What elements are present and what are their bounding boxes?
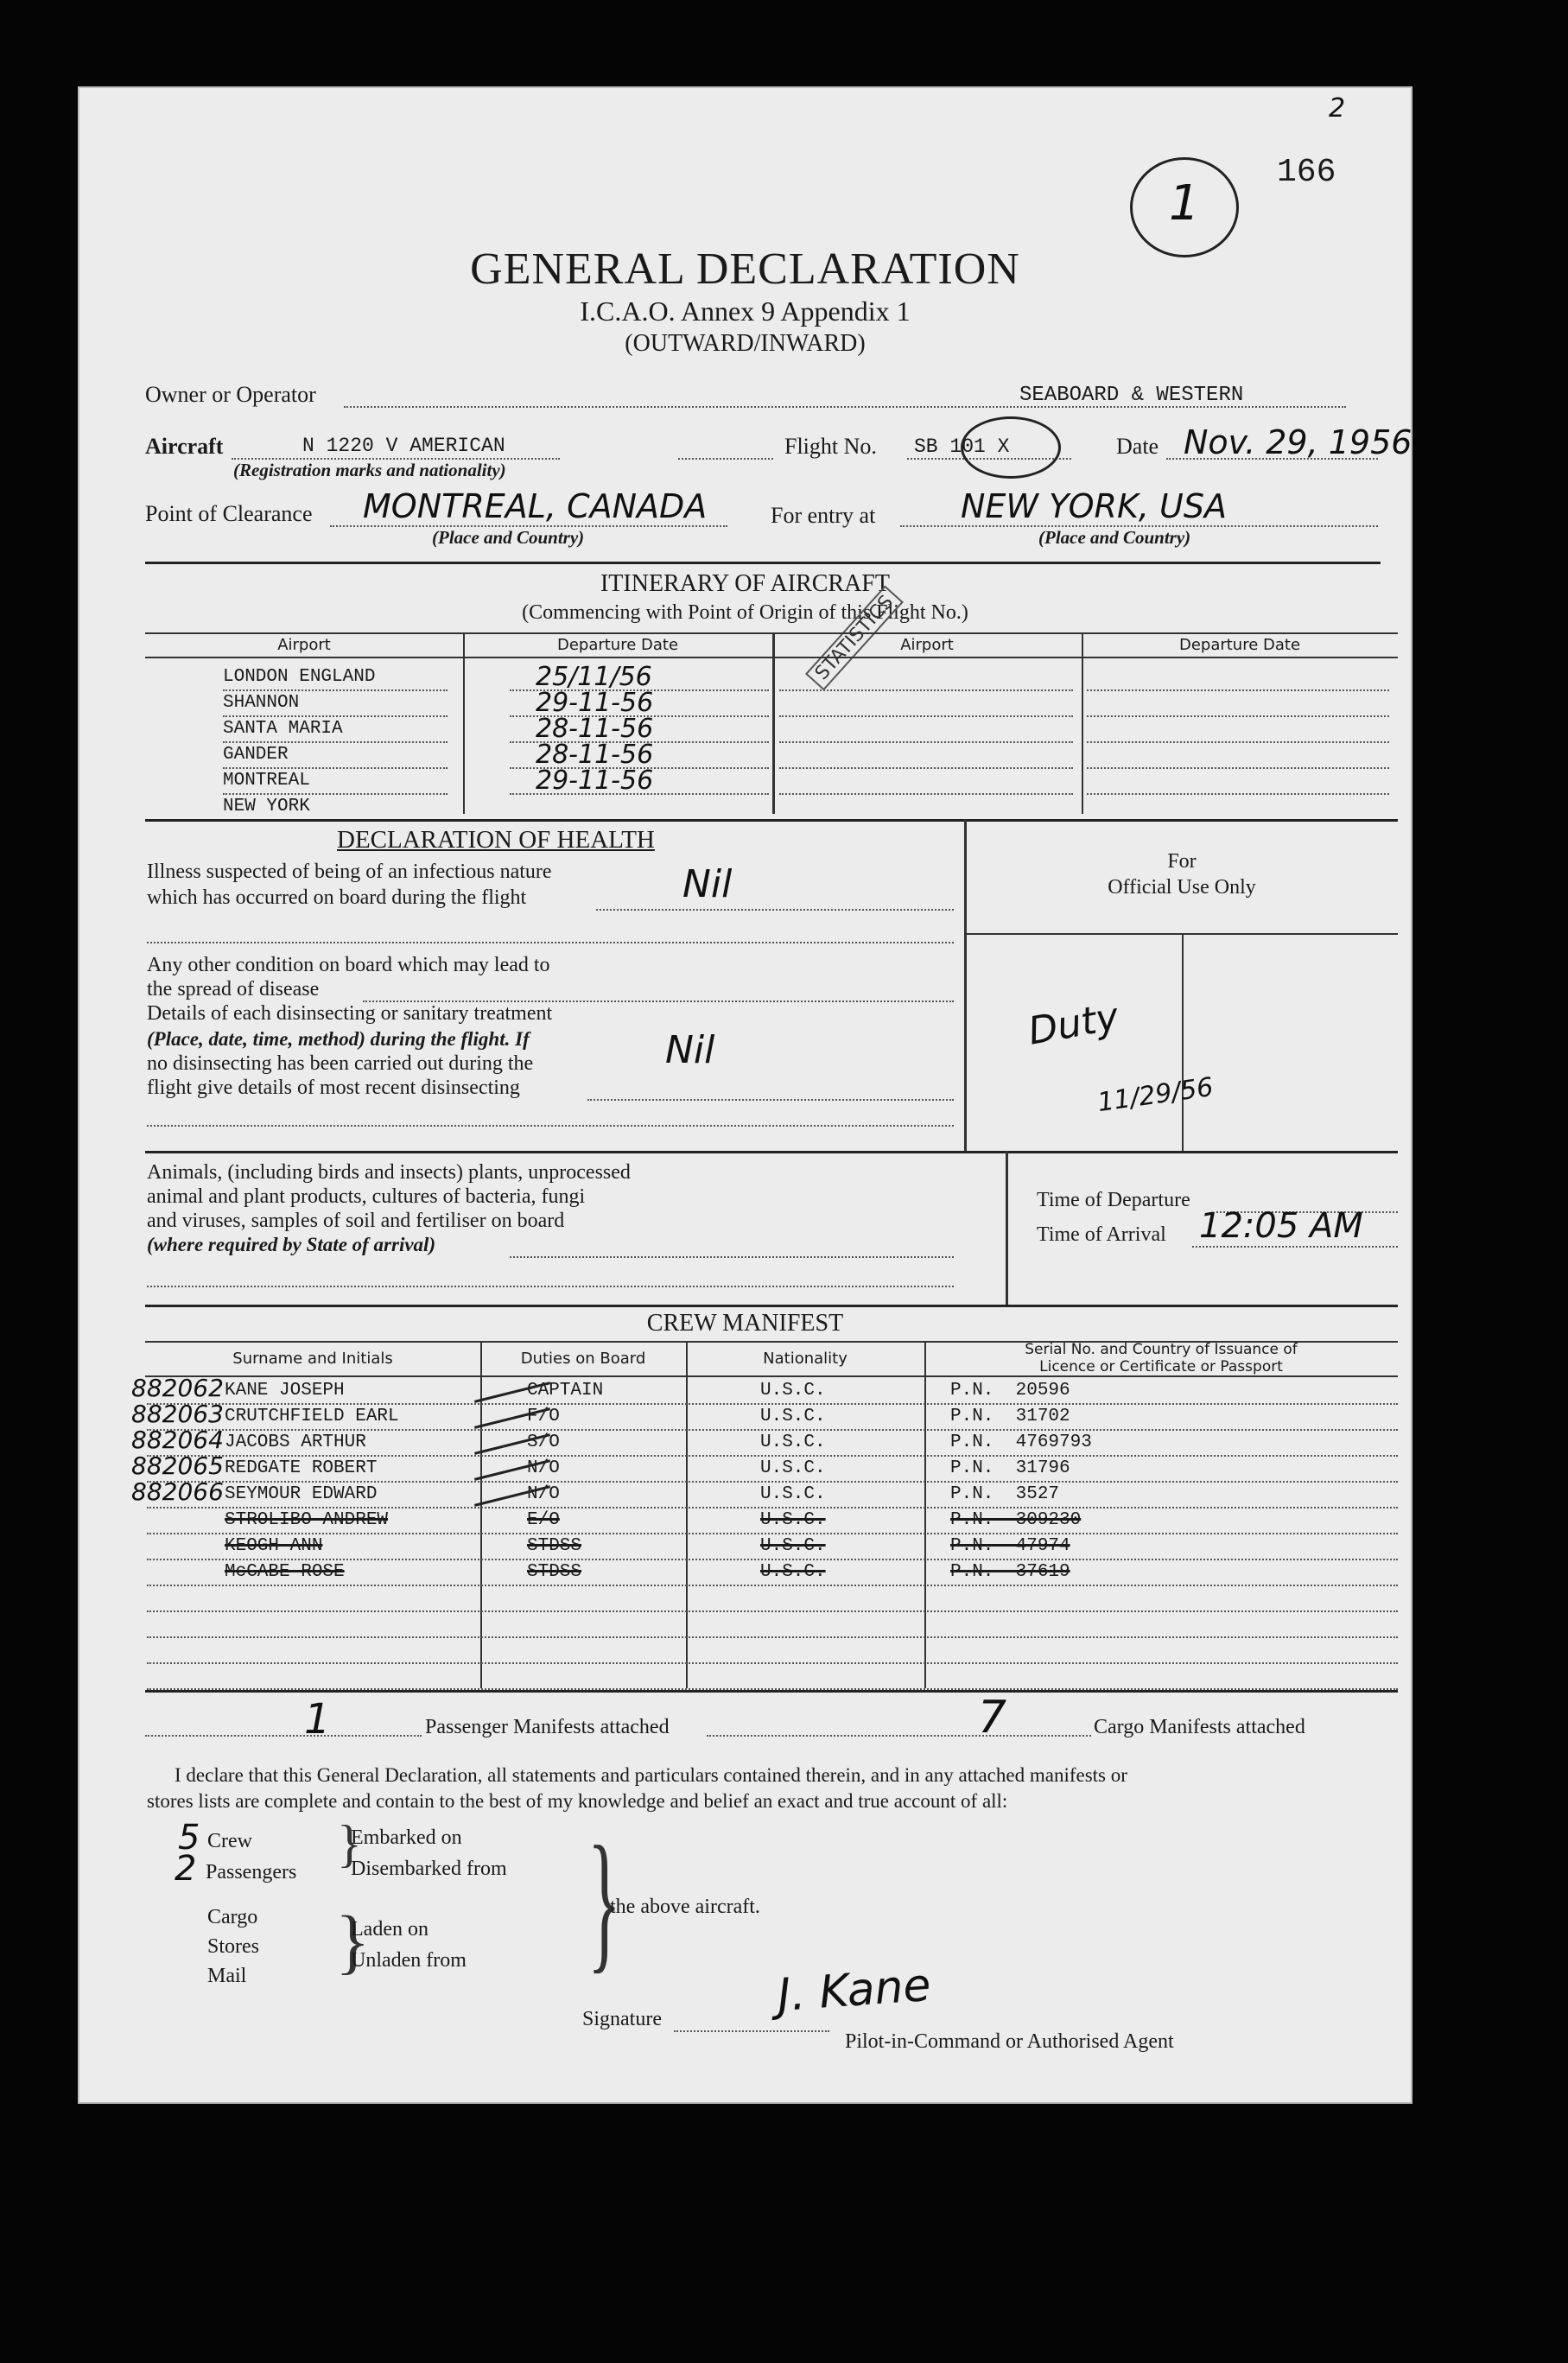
itin-header-top <box>145 632 1398 634</box>
itinerary-row-line <box>779 715 1073 717</box>
crew-serial: P.N. 3527 <box>950 1484 1060 1504</box>
unladen-label: Unladen from <box>351 1949 467 1972</box>
crew-name: SEYMOUR EDWARD <box>225 1484 378 1504</box>
disembarked-label: Disembarked from <box>351 1858 507 1880</box>
passenger-count: 2 <box>175 1849 197 1889</box>
crew-row-line <box>147 1429 1398 1431</box>
declaration-line-1: I declare that this General Declaration, all statements and particulars contained therein, and in any attached manifests or <box>175 1764 1127 1786</box>
rule-itin-bottom <box>145 819 1398 822</box>
itinerary-departure-date: 29-11-56 <box>536 688 654 718</box>
rule-health-bottom <box>145 1151 1398 1153</box>
signature-caption: Pilot-in-Command or Authorised Agent <box>845 2030 1174 2053</box>
itinerary-row-line <box>779 741 1073 743</box>
flight-label: Flight No. <box>784 434 877 459</box>
date-value: Nov. 29, 1956 <box>1184 423 1412 461</box>
official-date: 11/29/56 <box>1095 1071 1216 1119</box>
crew-name: STROLIBO ANDREW <box>225 1510 389 1530</box>
aircraft-caption: (Registration marks and nationality) <box>233 460 506 480</box>
itinerary-departure-date: 29-11-56 <box>536 765 654 796</box>
crew-row-line <box>147 1559 1398 1560</box>
flight-value: SB 101 X <box>914 435 1010 458</box>
itinerary-row-line <box>223 741 448 743</box>
cargo-count-line <box>707 1735 1091 1737</box>
crew-name: KEOGH ANN <box>225 1536 323 1556</box>
passenger-manifest-count: 1 <box>304 1695 331 1744</box>
crew-employee-number: 882063 <box>131 1400 224 1428</box>
health-q1-answer: Nil <box>682 862 733 906</box>
official-title-2: Official Use Only <box>1108 876 1256 899</box>
itinerary-airport: NEW YORK <box>223 797 310 816</box>
crew-row-line <box>147 1585 1398 1586</box>
crew-nationality: U.S.C. <box>760 1484 826 1504</box>
entry-caption: (Place and Country) <box>1038 527 1191 548</box>
crew-row-line <box>147 1455 1398 1457</box>
health-q3-line1: Details of each disinsecting or sanitary treatment <box>147 1002 553 1025</box>
crew-title: CREW MANIFEST <box>646 1310 844 1337</box>
crew-serial: P.N. 37619 <box>950 1562 1070 1582</box>
crew-employee-number: 882065 <box>131 1451 224 1480</box>
crew-serial: P.N. 20596 <box>950 1381 1070 1401</box>
crew-name: JACOBS ARTHUR <box>225 1432 366 1452</box>
crew-header-serial-1: Serial No. and Country of Issuance of <box>1025 1341 1298 1358</box>
health-q1-line <box>596 909 954 911</box>
itinerary-departure-date: 25/11/56 <box>536 662 652 692</box>
itin-header-date-2: Departure Date <box>1178 636 1301 654</box>
health-q4-line2: animal and plant products, cultures of bacteria, fungi <box>147 1185 586 1208</box>
arrival-label: Time of Arrival <box>1037 1223 1166 1246</box>
aircraft-label: Aircraft <box>145 434 224 459</box>
clearance-label: Point of Clearance <box>145 501 313 526</box>
page-number-corner: 2 <box>1329 93 1346 124</box>
circled-number <box>1130 157 1239 257</box>
health-q2-line2: the spread of disease <box>147 978 320 1000</box>
form-subtitle: I.C.A.O. Annex 9 Appendix 1 <box>580 295 911 327</box>
crew-row-line <box>147 1507 1398 1509</box>
health-title: DECLARATION OF HEALTH <box>337 826 655 854</box>
crew-header-bottom <box>145 1375 1398 1377</box>
itinerary-title: ITINERARY OF AIRCRAFT <box>600 570 890 597</box>
health-q3-extra-line <box>147 1125 954 1127</box>
itin-header-airport-2: Airport <box>900 636 954 654</box>
crew-serial: P.N. 31702 <box>950 1407 1070 1426</box>
circled-number-value: 1 <box>1169 175 1200 232</box>
form-title: GENERAL DECLARATION <box>470 245 1020 294</box>
clearance-caption: (Place and Country) <box>432 527 585 548</box>
itinerary-row-line <box>1087 793 1389 795</box>
itinerary-airport: SANTA MARIA <box>223 719 343 739</box>
brace-2: } <box>335 1902 371 1982</box>
itinerary-row-line <box>510 793 769 795</box>
itin-divider-2 <box>772 632 775 814</box>
itinerary-row-line <box>223 689 448 691</box>
flight-circle <box>961 416 1061 479</box>
arrival-line <box>1192 1246 1398 1248</box>
health-q4-line3: and viruses, samples of soil and fertiliser on board <box>147 1210 565 1232</box>
mail-label: Mail <box>207 1965 247 1987</box>
itinerary-row-line <box>223 715 448 717</box>
itinerary-row-line <box>1087 689 1389 691</box>
itinerary-row-line <box>779 689 1073 691</box>
health-q2-line1: Any other condition on board which may lead to <box>147 954 550 976</box>
crew-row-line <box>147 1610 1398 1612</box>
itinerary-row-line <box>779 793 1073 795</box>
crew-duty: STDSS <box>527 1536 582 1556</box>
crew-duty: S/O <box>527 1432 560 1452</box>
cargo-manifest-label: Cargo Manifests attached <box>1094 1716 1305 1738</box>
crew-header-serial-2: Licence or Certificate or Passport <box>1039 1358 1283 1375</box>
itin-header-bottom <box>145 657 1398 658</box>
crew-row-line <box>147 1533 1398 1534</box>
itinerary-departure-date: 28-11-56 <box>536 714 654 744</box>
health-q3-line <box>587 1099 954 1101</box>
health-q3-line4: flight give details of most recent disinsecting <box>147 1077 520 1099</box>
itinerary-row-line <box>1087 741 1389 743</box>
crew-row-line <box>147 1636 1398 1638</box>
form-direction: (OUTWARD/INWARD) <box>625 330 866 357</box>
laden-label: Laden on <box>351 1918 429 1941</box>
crew-nationality: U.S.C. <box>760 1432 826 1452</box>
itinerary-row-line <box>779 767 1073 769</box>
crew-serial: P.N. 31796 <box>950 1458 1070 1478</box>
statistics-stamp: STATISTICS <box>805 585 904 690</box>
itinerary-airport: LONDON ENGLAND <box>223 667 376 687</box>
health-q4-line1: Animals, (including birds and insects) plants, unprocessed <box>147 1161 631 1184</box>
time-divider <box>1006 1151 1008 1305</box>
itinerary-subtitle: (Commencing with Point of Origin of this Flight No.) <box>522 601 968 624</box>
embarked-label: Embarked on <box>351 1826 462 1849</box>
signature-label: Signature <box>582 2008 662 2030</box>
crew-nationality: U.S.C. <box>760 1562 826 1582</box>
crew-employee-number: 882066 <box>131 1477 224 1506</box>
above-aircraft-label: the above aircraft. <box>610 1896 760 1918</box>
crew-name: KANE JOSEPH <box>225 1381 345 1401</box>
crew-header-nationality: Nationality <box>763 1350 847 1368</box>
crew-serial: P.N. 4769793 <box>950 1432 1092 1452</box>
cargo-manifest-count: 7 <box>978 1692 1007 1744</box>
signature-value: J. Kane <box>776 1959 933 2023</box>
itin-header-date-1: Departure Date <box>556 636 679 654</box>
brace-3: } <box>587 1814 621 1986</box>
health-q3-line3: no disinsecting has been carried out during the <box>147 1052 534 1075</box>
official-inner-divider <box>1182 933 1184 1152</box>
crew-row-line <box>147 1403 1398 1405</box>
health-q4-line4: (where required by State of arrival) <box>147 1234 436 1255</box>
health-q1-extra-line <box>147 942 954 943</box>
crew-name: McCABE ROSE <box>225 1562 345 1582</box>
rule-crew-top <box>145 1305 1398 1307</box>
itin-divider-1 <box>463 632 465 814</box>
official-title-1: For <box>1167 850 1197 873</box>
crew-nationality: U.S.C. <box>760 1458 826 1478</box>
crew-nationality: U.S.C. <box>760 1510 826 1530</box>
signature-line <box>674 2030 829 2032</box>
rule-crew-bottom <box>145 1690 1398 1693</box>
declaration-form <box>78 86 1412 2104</box>
itinerary-airport: MONTREAL <box>223 771 310 791</box>
official-initials: Duty <box>1025 994 1122 1054</box>
crew-name: REDGATE ROBERT <box>225 1458 378 1478</box>
clearance-value: MONTREAL, CANADA <box>363 487 708 525</box>
crew-header-name: Surname and Initials <box>232 1350 393 1368</box>
cargo-label: Cargo <box>207 1906 258 1928</box>
itinerary-airport: SHANNON <box>223 693 300 713</box>
health-q3-line2: (Place, date, time, method) during the flight. If <box>147 1028 530 1050</box>
crew-duty: N/O <box>527 1484 560 1504</box>
passenger-label: Passengers <box>206 1861 297 1883</box>
aircraft-value: N 1220 V AMERICAN <box>302 435 505 457</box>
itinerary-row-line <box>1087 715 1389 717</box>
itin-header-airport-1: Airport <box>277 636 331 654</box>
crew-serial: P.N. 309230 <box>950 1510 1082 1530</box>
passenger-count-line <box>145 1735 422 1737</box>
crew-duty: CAPTAIN <box>527 1381 604 1401</box>
crew-nationality: U.S.C. <box>760 1407 826 1426</box>
owner-label: Owner or Operator <box>145 382 316 407</box>
entry-value: NEW YORK, USA <box>961 487 1227 525</box>
health-q4-line <box>510 1256 954 1258</box>
health-q1-line2: which has occurred on board during the flight <box>147 886 527 909</box>
crew-nationality: U.S.C. <box>760 1381 826 1401</box>
health-q1-line1: Illness suspected of being of an infectious nature <box>147 861 552 883</box>
flight-lead-line <box>678 458 773 460</box>
itinerary-row-line <box>223 767 448 769</box>
crew-row-line <box>147 1662 1398 1664</box>
arrival-value: 12:05 AM <box>1199 1206 1363 1246</box>
crew-employee-number: 882064 <box>131 1426 224 1454</box>
departure-label: Time of Departure <box>1037 1189 1190 1211</box>
itinerary-departure-date: 28-11-56 <box>536 740 654 770</box>
document-number: 166 <box>1277 154 1336 191</box>
itin-divider-3 <box>1082 632 1083 814</box>
crew-duty: N/O <box>527 1458 560 1478</box>
rule-top <box>145 562 1381 564</box>
crew-header-duties: Duties on Board <box>520 1350 646 1368</box>
passenger-manifest-label: Passenger Manifests attached <box>425 1716 670 1738</box>
stores-label: Stores <box>207 1935 259 1958</box>
date-label: Date <box>1116 434 1159 459</box>
crew-duty: E/O <box>527 1510 560 1530</box>
crew-row-line <box>147 1481 1398 1483</box>
itinerary-airport: GANDER <box>223 745 289 765</box>
crew-label: Crew <box>207 1830 252 1852</box>
health-q3-answer: Nil <box>665 1028 715 1072</box>
official-split <box>964 933 1398 935</box>
itinerary-row-line <box>1087 767 1389 769</box>
crew-duty: F/O <box>527 1407 560 1426</box>
itinerary-row-line <box>223 793 448 795</box>
declaration-line-2: stores lists are complete and contain to the best of my knowledge and belief an exact and true account of all: <box>147 1790 1008 1812</box>
crew-count: 5 <box>178 1818 200 1858</box>
crew-nationality: U.S.C. <box>760 1536 826 1556</box>
brace-1: } <box>337 1815 362 1872</box>
crew-name: CRUTCHFIELD EARL <box>225 1407 399 1426</box>
crew-serial: P.N. 47974 <box>950 1536 1070 1556</box>
entry-label: For entry at <box>771 503 876 528</box>
health-q4-extra-line <box>147 1286 954 1287</box>
crew-duty: STDSS <box>527 1562 582 1582</box>
crew-employee-number: 882062 <box>131 1374 224 1402</box>
owner-value: SEABOARD & WESTERN <box>1019 384 1244 407</box>
